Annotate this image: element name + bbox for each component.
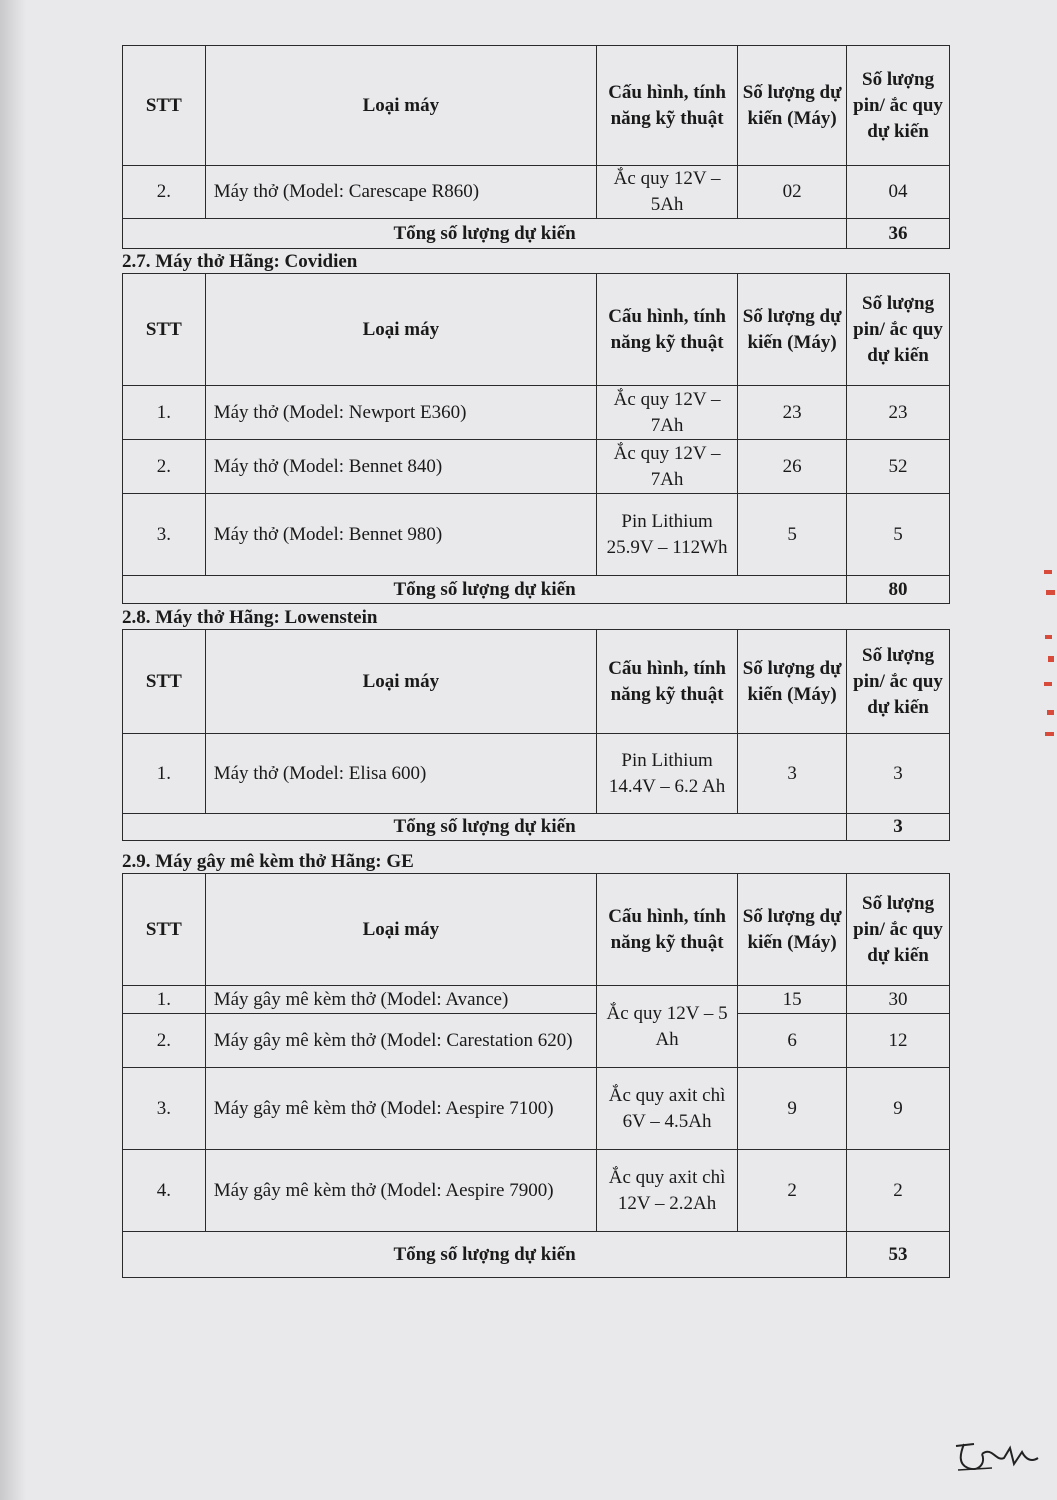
cell-stt: 3. <box>123 494 206 576</box>
section-heading: 2.9. Máy gây mê kèm thở Hãng: GE <box>122 851 414 872</box>
header-stt: STT <box>123 46 206 166</box>
cell-stt: 1. <box>123 386 206 440</box>
cell-config: Ắc quy 12V – 7Ah <box>596 386 737 440</box>
table-row <box>123 1068 950 1150</box>
table-header-row <box>123 274 950 386</box>
cell-machine-qty: 02 <box>738 166 847 219</box>
battery-table <box>122 629 950 841</box>
table-row <box>123 1014 950 1068</box>
header-battery-qty: Số lượng pin/ ắc quy dự kiến <box>847 46 950 166</box>
cell-stt: 2. <box>123 1014 206 1068</box>
header-machine-qty: Số lượng dự kiến (Máy) <box>738 630 847 734</box>
cell-stt: 1. <box>123 734 206 814</box>
header-battery-qty: Số lượng pin/ ắc quy dự kiến <box>847 630 950 734</box>
cell-machine-name: Máy thở (Model: Bennet 840) <box>205 440 596 494</box>
section-covidien <box>122 251 950 604</box>
header-stt: STT <box>123 630 206 734</box>
section-lowenstein <box>122 607 950 841</box>
cell-machine-name: Máy gây mê kèm thở (Model: Aespire 7900) <box>205 1150 596 1232</box>
table-row <box>123 386 950 440</box>
cell-machine-qty: 2 <box>738 1150 847 1232</box>
total-row <box>123 814 950 841</box>
table-continuation <box>122 45 950 249</box>
total-value: 3 <box>847 814 950 841</box>
table-row <box>123 1150 950 1232</box>
cell-machine-qty: 5 <box>738 494 847 576</box>
signature-initials <box>952 1438 1042 1478</box>
header-battery-qty: Số lượng pin/ ắc quy dự kiến <box>847 274 950 386</box>
section-heading: 2.7. Máy thở Hãng: Covidien <box>122 251 358 272</box>
cell-machine-qty: 26 <box>738 440 847 494</box>
stamp-edge-mark <box>1040 560 1057 750</box>
cell-battery-qty: 52 <box>847 440 950 494</box>
table-header-row <box>123 630 950 734</box>
cell-battery-qty: 30 <box>847 986 950 1014</box>
table-row <box>123 986 950 1014</box>
cell-config: Ắc quy axit chì 12V – 2.2Ah <box>596 1150 737 1232</box>
header-machine-type: Loại máy <box>205 874 596 986</box>
total-label: Tổng số lượng dự kiến <box>123 1232 847 1278</box>
header-machine-qty: Số lượng dự kiến (Máy) <box>738 874 847 986</box>
cell-machine-qty: 9 <box>738 1068 847 1150</box>
table-header-row <box>123 874 950 986</box>
total-label: Tổng số lượng dự kiến <box>123 219 847 249</box>
cell-battery-qty: 12 <box>847 1014 950 1068</box>
cell-machine-name: Máy thở (Model: Bennet 980) <box>205 494 596 576</box>
cell-machine-name: Máy gây mê kèm thở (Model: Carestation 620) <box>205 1014 596 1068</box>
section-ge-anesthesia <box>122 851 950 1278</box>
total-label: Tổng số lượng dự kiến <box>123 814 847 841</box>
total-row <box>123 1232 950 1278</box>
cell-stt: 2. <box>123 440 206 494</box>
cell-config: Ắc quy 12V – 7Ah <box>596 440 737 494</box>
cell-battery-qty: 5 <box>847 494 950 576</box>
header-config: Cấu hình, tính năng kỹ thuật <box>596 874 737 986</box>
battery-table <box>122 45 950 249</box>
cell-stt: 2. <box>123 166 206 219</box>
cell-machine-name: Máy gây mê kèm thở (Model: Aespire 7100) <box>205 1068 596 1150</box>
header-machine-qty: Số lượng dự kiến (Máy) <box>738 46 847 166</box>
battery-table <box>122 873 950 1278</box>
cell-machine-name: Máy gây mê kèm thở (Model: Avance) <box>205 986 596 1014</box>
cell-stt: 4. <box>123 1150 206 1232</box>
cell-config: Pin Lithium 14.4V – 6.2 Ah <box>596 734 737 814</box>
table-header-row <box>123 46 950 166</box>
cell-battery-qty: 9 <box>847 1068 950 1150</box>
cell-config: Ắc quy axit chì 6V – 4.5Ah <box>596 1068 737 1150</box>
cell-stt: 3. <box>123 1068 206 1150</box>
cell-machine-qty: 15 <box>738 986 847 1014</box>
section-heading: 2.8. Máy thở Hãng: Lowenstein <box>122 607 378 628</box>
cell-machine-qty: 23 <box>738 386 847 440</box>
table-row <box>123 734 950 814</box>
header-machine-qty: Số lượng dự kiến (Máy) <box>738 274 847 386</box>
cell-machine-name: Máy thở (Model: Elisa 600) <box>205 734 596 814</box>
cell-config: Ắc quy 12V – 5Ah <box>596 166 737 219</box>
cell-battery-qty: 23 <box>847 386 950 440</box>
total-value: 53 <box>847 1232 950 1278</box>
header-machine-type: Loại máy <box>205 46 596 166</box>
header-config: Cấu hình, tính năng kỹ thuật <box>596 274 737 386</box>
table-row <box>123 494 950 576</box>
header-stt: STT <box>123 874 206 986</box>
cell-battery-qty: 04 <box>847 166 950 219</box>
cell-battery-qty: 2 <box>847 1150 950 1232</box>
cell-stt: 1. <box>123 986 206 1014</box>
header-config: Cấu hình, tính năng kỹ thuật <box>596 630 737 734</box>
header-machine-type: Loại máy <box>205 630 596 734</box>
total-value: 36 <box>847 219 950 249</box>
total-value: 80 <box>847 576 950 604</box>
cell-machine-name: Máy thở (Model: Carescape R860) <box>205 166 596 219</box>
cell-config: Pin Lithium 25.9V – 112Wh <box>596 494 737 576</box>
table-row <box>123 166 950 219</box>
header-config: Cấu hình, tính năng kỹ thuật <box>596 46 737 166</box>
header-battery-qty: Số lượng pin/ ắc quy dự kiến <box>847 874 950 986</box>
cell-machine-qty: 3 <box>738 734 847 814</box>
header-machine-type: Loại máy <box>205 274 596 386</box>
scan-edge-shadow <box>0 0 26 1500</box>
total-row <box>123 576 950 604</box>
cell-battery-qty: 3 <box>847 734 950 814</box>
table-row <box>123 440 950 494</box>
total-row <box>123 219 950 249</box>
battery-table <box>122 273 950 604</box>
header-stt: STT <box>123 274 206 386</box>
cell-config: Ắc quy 12V – 5 Ah <box>596 986 737 1068</box>
total-label: Tổng số lượng dự kiến <box>123 576 847 604</box>
cell-machine-name: Máy thở (Model: Newport E360) <box>205 386 596 440</box>
cell-machine-qty: 6 <box>738 1014 847 1068</box>
